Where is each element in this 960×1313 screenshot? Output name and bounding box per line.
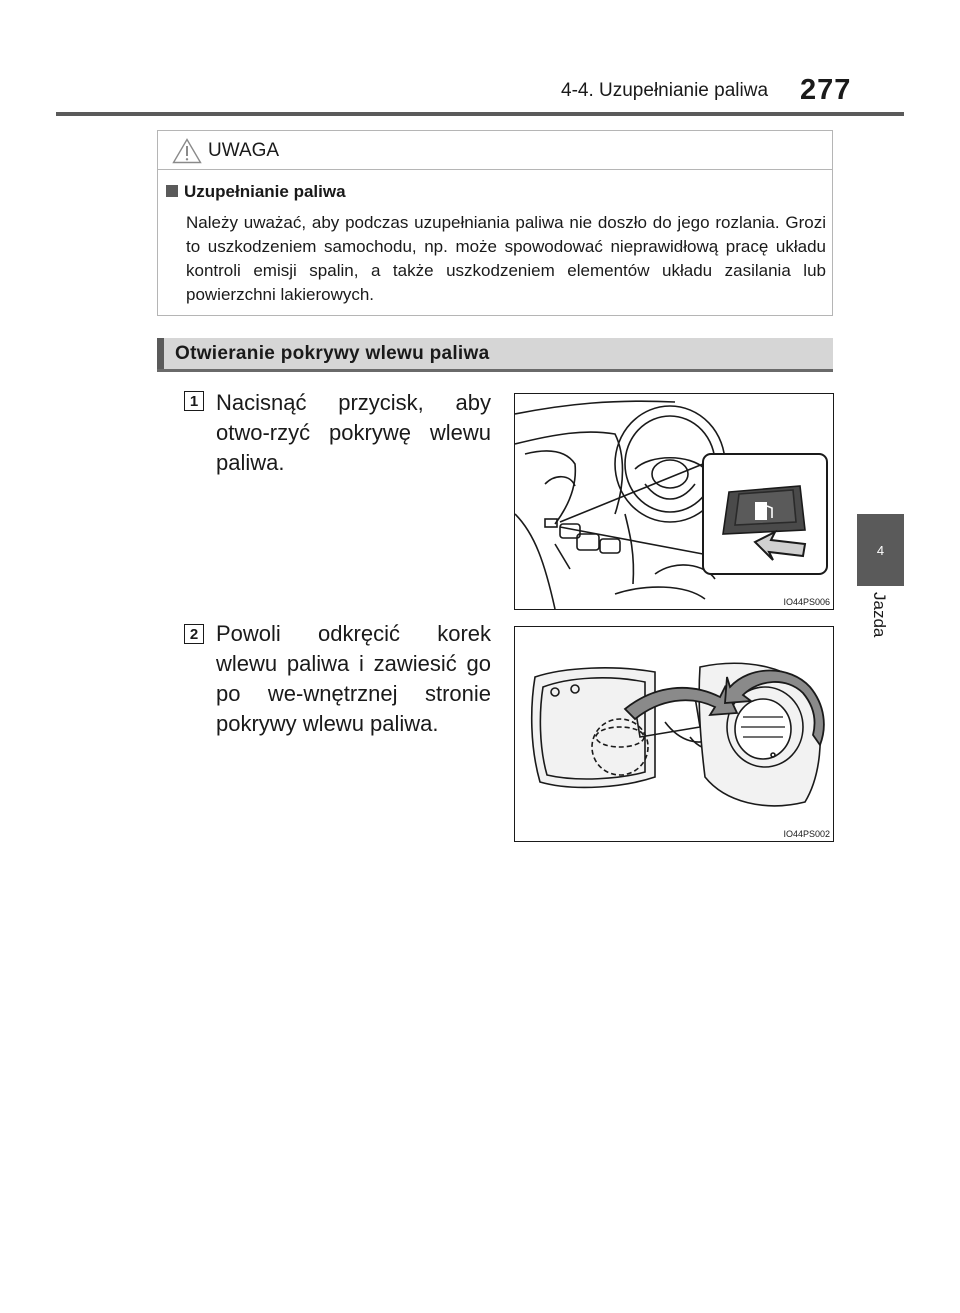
section-heading-text: Otwieranie pokrywy wlewu paliwa	[175, 343, 490, 364]
figure-1-caption: IO44PS006	[783, 597, 830, 607]
section-heading-bar	[157, 338, 164, 369]
section-heading	[157, 338, 833, 372]
fuel-cap-illustration	[515, 627, 833, 841]
step-2-text: Powoli odkręcić korek wlewu paliwa i zawiesić go po we-wnętrznej stronie pokrywy wlewu paliwa.	[216, 621, 491, 736]
dashboard-illustration	[515, 394, 833, 609]
warning-subtitle	[166, 182, 346, 202]
header-rule	[56, 112, 904, 116]
warning-title: UWAGA	[208, 140, 280, 161]
warning-header	[158, 131, 832, 170]
figure-2-caption: IO44PS002	[783, 829, 830, 839]
running-header-section: 4-4. Uzupełnianie paliwa	[561, 80, 769, 101]
square-bullet-icon	[166, 185, 178, 197]
warning-box	[157, 130, 833, 316]
page-number: 277	[800, 74, 852, 106]
figure-fuel-cap	[514, 626, 834, 842]
warning-subtitle-text: Uzupełnianie paliwa	[184, 182, 346, 201]
step-2-marker: 2	[184, 624, 204, 644]
warning-body: Należy uważać, aby podczas uzupełniania paliwa nie doszło do jego rozlania. Grozi to uszkodzeniem samochodu, np. może spowodować nieprawidłową pracę układu kontroli emisji spalin, a także uszkodzeniem elementów układu zasilania lub powierzchni lakierowych.	[186, 213, 826, 304]
figure-fuel-door-button	[514, 393, 834, 610]
step-1-text: Nacisnąć przycisk, aby otwo-rzyć pokrywę wlewu paliwa.	[216, 390, 491, 475]
chapter-tab: 4	[857, 514, 904, 586]
warning-triangle-icon	[172, 138, 202, 164]
step-1-marker: 1	[184, 391, 204, 411]
chapter-label: Jazda	[870, 592, 889, 638]
